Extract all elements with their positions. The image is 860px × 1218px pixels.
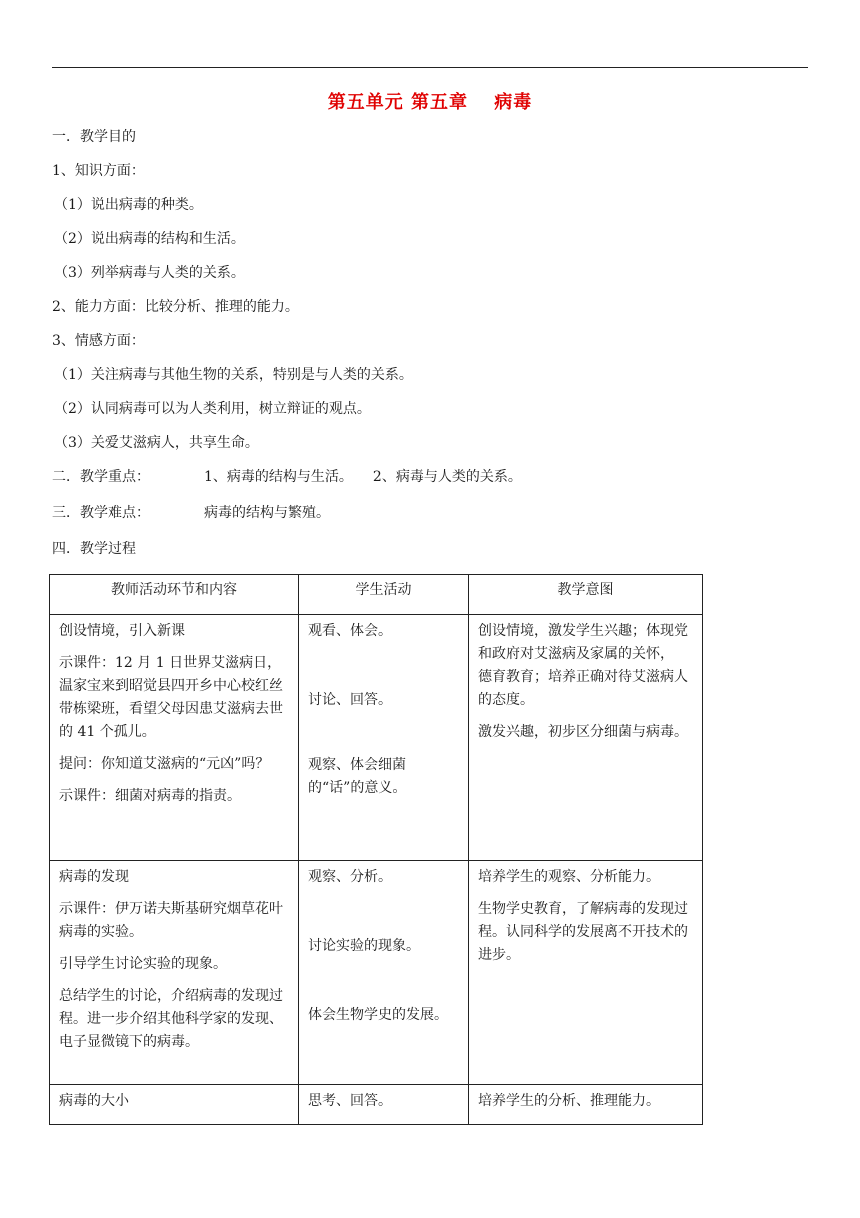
cell-text: 病毒的发现 [59,869,129,885]
subheading-knowledge: 1、知识方面： [52,163,145,179]
cell-text: 激发兴趣，初步区分细菌与病毒。 [478,724,688,740]
page-title: 第五单元 第五章 病毒 [327,92,533,113]
cell-text: 病毒的大小 [59,1093,129,1109]
table-header-row [50,575,703,615]
key-point-1: 1、病毒的结构与生活。 [204,469,353,485]
subheading-emotion: 3、情感方面： [52,333,145,349]
cell-text: 引导学生讨论实验的现象。 [59,956,227,972]
teacher-cell [50,615,299,861]
cell-text: 示课件：12 月 1 日世界艾滋病日，温家宝来到昭觉县四开乡中心校红丝带栋梁班，看望父母因患艾滋病去世的 41 个孤儿。 [59,655,283,740]
table-row [50,1085,703,1125]
column-header-intent: 教学意图 [469,575,703,615]
emotion-item: （2）认同病毒可以为人类利用，树立辩证的观点。 [54,401,371,417]
intent-cell [469,861,703,1085]
cell-text: 观察、分析。 [308,869,392,885]
table-row [50,861,703,1085]
intent-cell [469,615,703,861]
header-rule [52,67,808,68]
section-heading-objectives: 一．教学目的 [52,129,136,145]
teacher-cell [50,1085,299,1125]
cell-text: 体会生物学史的发展。 [308,1007,448,1023]
emotion-item: （1）关注病毒与其他生物的关系，特别是与人类的关系。 [54,367,413,383]
cell-text: 观看、体会。 [308,623,392,639]
column-header-student: 学生活动 [299,575,469,615]
section-heading-process: 四．教学过程 [52,541,136,557]
cell-text: 提问：你知道艾滋病的“元凶”吗？ [59,756,270,772]
student-cell [299,861,469,1085]
column-header-teacher: 教师活动环节和内容 [50,575,299,615]
cell-text: 创设情境，引入新课 [59,623,185,639]
cell-text: 创设情境，激发学生兴趣；体现党和政府对艾滋病及家属的关怀， 德育教育；培养正确对待艾滋病人的态度。 [478,623,688,708]
difficulty-text: 病毒的结构与繁殖。 [204,505,330,521]
cell-text: 培养学生的分析、推理能力。 [478,1093,660,1109]
cell-text: 讨论实验的现象。 [308,938,420,954]
cell-text: 总结学生的讨论，介绍病毒的发现过程。进一步介绍其他科学家的发现、电子显微镜下的病毒。 [59,988,283,1050]
emotion-item: （3）关爱艾滋病人，共享生命。 [54,435,259,451]
process-table [49,574,703,1125]
key-points-label: 二．教学重点： [52,469,150,485]
subheading-ability: 2、能力方面：比较分析、推理的能力。 [52,299,299,315]
table-row [50,615,703,861]
knowledge-item: （1）说出病毒的种类。 [54,197,203,213]
difficulty-line [52,504,330,522]
cell-text: 讨论、回答。 [308,692,392,708]
cell-text: 生物学史教育，了解病毒的发现过程。认同科学的发展离不开技术的进步。 [478,901,688,963]
cell-text: 示课件：伊万诺夫斯基研究烟草花叶病毒的实验。 [59,901,283,940]
key-points-line [52,468,522,486]
knowledge-item: （2）说出病毒的结构和生活。 [54,231,245,247]
student-cell [299,615,469,861]
cell-text: 培养学生的观察、分析能力。 [478,869,660,885]
student-cell [299,1085,469,1125]
difficulty-label: 三．教学难点： [52,505,150,521]
teacher-cell [50,861,299,1085]
intent-cell [469,1085,703,1125]
cell-text: 思考、回答。 [308,1093,392,1109]
cell-text: 示课件：细菌对病毒的指责。 [59,788,241,804]
knowledge-item: （3）列举病毒与人类的关系。 [54,265,245,281]
cell-text: 观察、体会细菌的“话”的意义。 [308,757,407,796]
key-point-2: 2、病毒与人类的关系。 [372,469,522,485]
